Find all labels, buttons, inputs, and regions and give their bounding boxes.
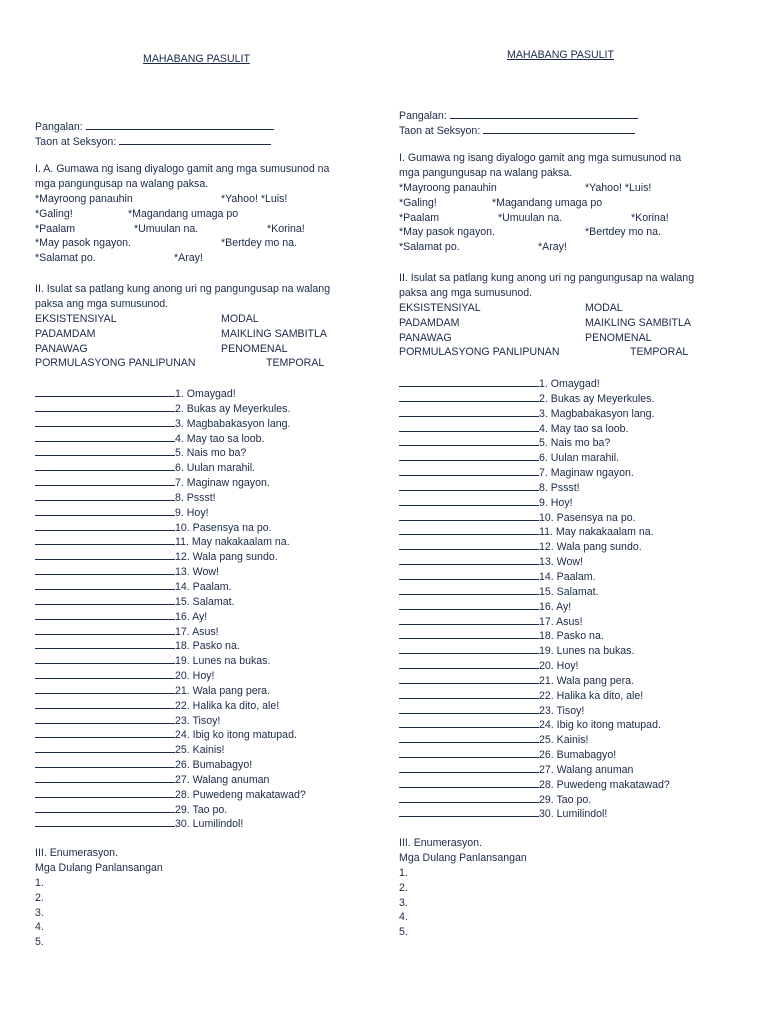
answer-item [35,519,380,534]
section-field[interactable]: Taon at Seksyon: [399,122,744,137]
answer-item [35,459,380,474]
answer-item-text: 22. Halika ka dito, ale! [175,699,280,712]
answer-item [399,627,744,642]
answer-item [35,726,380,741]
answer-item-text: 11. May nakakaalam na. [539,526,654,539]
answer-blank[interactable] [35,682,175,694]
answer-item-text: 25. Kainis! [539,734,589,747]
answer-item [35,548,380,563]
answer-item [399,390,744,405]
answer-item-text: 24. Ibig ko itong matupad. [539,719,661,732]
answer-blank[interactable] [35,608,175,620]
answer-item-text: 8. Pssst! [175,491,216,504]
answer-item [399,568,744,583]
answer-item [35,430,380,445]
part2-instruction: II. Isulat sa patlang kung anong uri ng pangungusap na walang [35,283,331,295]
answer-item [35,741,380,756]
student-fields [35,118,380,148]
part3-heading: III. Enumerasyon. [399,837,483,849]
answer-blank[interactable] [35,623,175,635]
answer-item [399,538,744,553]
answer-item-text: 6. Uulan marahil. [539,452,620,465]
answer-item [35,712,380,727]
answer-blank[interactable] [399,553,539,565]
answer-blank[interactable] [399,687,539,699]
answer-item [35,385,380,400]
part2-instruction: paksa ang mga sumusunod. [35,297,169,310]
enum-number[interactable]: 1. [35,876,44,889]
answer-item [35,415,380,430]
answer-blank[interactable] [399,405,539,417]
answer-item [399,776,744,791]
answer-item-text: 4. May tao sa loob. [539,422,629,435]
answer-item [399,420,744,435]
answer-item-text: 26. Bumabagyo! [539,749,617,762]
enum-number[interactable]: 5. [35,936,44,949]
enum-number[interactable]: 4. [399,911,408,924]
answer-blank[interactable] [35,667,175,679]
answer-blank[interactable] [35,504,175,516]
answer-item-text: 1. Omaygad! [175,388,236,400]
answer-item-text: 10. Pasensya na po. [175,521,272,534]
worksheet-title: MAHABANG PASULIT [507,49,614,61]
answer-item [399,509,744,524]
answer-item-text: 13. Wow! [175,566,219,579]
answer-item-text: 30. Lumilindol! [539,808,608,821]
type-row: PANAWAG PENOMENAL [35,342,288,355]
phrase-row: *Galing! *Magandang umaga po [399,196,603,209]
answer-item [399,731,744,746]
answer-item-text: 11. May nakakaalam na. [175,536,290,549]
answer-item-text: 10. Pasensya na po. [539,511,636,524]
answer-blank[interactable] [399,494,539,506]
answer-blank[interactable] [35,697,175,709]
answer-item-text: 17. Asus! [539,615,583,628]
answer-item-text: 7. Maginaw ngayon. [175,477,270,490]
answer-blank[interactable] [35,474,175,486]
answer-item [399,702,744,717]
answer-item-text: 2. Bukas ay Meyerkules. [175,402,291,415]
answer-item-text: 15. Salamat. [539,585,599,598]
answer-blank[interactable] [399,583,539,595]
phrase-row: *Salamat po. *Aray! [399,241,567,254]
answer-blank[interactable] [35,578,175,590]
answer-item-text: 14. Paalam. [539,570,596,583]
answer-item-text: 9. Hoy! [175,506,209,519]
answer-blank[interactable] [399,716,539,728]
enum-number[interactable]: 5. [399,926,408,939]
answer-blank[interactable] [399,627,539,639]
answer-blank[interactable] [35,430,175,442]
answer-item-text: 19. Lunes na bukas. [175,655,271,668]
answer-blank[interactable] [399,731,539,743]
answer-item [399,405,744,420]
answer-item-text: 27. Walang anuman [539,763,634,776]
answer-blank[interactable] [399,746,539,758]
answer-item-text: 16. Ay! [539,600,572,613]
type-row: PORMULASYONG PANLIPUNAN TEMPORAL [35,357,325,370]
answer-item-text: 4. May tao sa loob. [175,432,265,445]
type-row: PADAMDAM MAIKLING SAMBITLA [399,316,691,329]
answer-item-text: 16. Ay! [175,610,208,623]
answer-item-text: 21. Wala pang pera. [175,684,271,697]
answer-blank[interactable] [399,642,539,654]
answer-item-text: 12. Wala pang sundo. [539,541,642,554]
answer-blank[interactable] [399,672,539,684]
answer-item [399,791,744,806]
phrase-row: *Salamat po. *Aray! [35,252,203,265]
answer-blank[interactable] [35,459,175,471]
answer-item-text: 13. Wow! [539,556,583,569]
answer-blank[interactable] [399,538,539,550]
answer-item-text: 6. Uulan marahil. [175,462,256,475]
answer-item-text: 23. Tisoy! [175,714,221,727]
part1-instruction: mga pangungusap na walang paksa. [399,166,573,179]
answer-item [399,479,744,494]
answer-item-text: 30. Lumilindol! [175,818,244,831]
answer-blank[interactable] [399,464,539,476]
answer-item [399,553,744,568]
part2 [35,282,380,371]
enum-number[interactable]: 4. [35,921,44,934]
answer-item-text: 5. Nais mo ba? [539,437,611,450]
answer-item [35,771,380,786]
answer-blank[interactable] [35,563,175,575]
answer-blank[interactable] [399,702,539,714]
answer-item [35,593,380,608]
answer-item [399,434,744,449]
answer-item [399,449,744,464]
answer-blank[interactable] [35,741,175,753]
answer-item [35,444,380,459]
answer-blank[interactable] [35,726,175,738]
answer-blank[interactable] [399,598,539,610]
answer-item [35,786,380,801]
answer-list [35,385,380,830]
answer-item [35,489,380,504]
part1-instruction: I. Gumawa ng isang diyalogo gamit ang mga sumusunod na [399,152,682,164]
answer-blank[interactable] [35,548,175,560]
answer-item-text: 25. Kainis! [175,744,225,757]
answer-blank[interactable] [399,479,539,491]
part1-instruction: mga pangungusap na walang paksa. [35,177,209,190]
answer-blank[interactable] [399,805,539,817]
answer-blank[interactable] [399,375,539,387]
answer-blank[interactable] [399,657,539,669]
answer-item [35,608,380,623]
part3 [35,846,380,950]
answer-item [399,598,744,613]
part2-instruction: II. Isulat sa patlang kung anong uri ng pangungusap na walang [399,272,695,284]
answer-item-text: 2. Bukas ay Meyerkules. [539,392,655,405]
answer-item [35,578,380,593]
answer-item [35,801,380,816]
name-field[interactable]: Pangalan: [399,107,744,122]
answer-blank[interactable] [399,509,539,521]
answer-item-text: 18. Pasko na. [175,640,240,653]
answer-item-text: 8. Pssst! [539,481,580,494]
answer-item [399,642,744,657]
answer-blank[interactable] [35,801,175,813]
answer-item [399,494,744,509]
answer-item-text: 1. Omaygad! [539,378,600,390]
answer-item-text: 29. Tao po. [539,793,592,806]
phrase-row: *Paalam *Umuulan na. *Korina! [35,222,305,235]
answer-item [35,400,380,415]
answer-blank[interactable] [35,815,175,827]
answer-item [35,563,380,578]
answer-blank[interactable] [35,652,175,664]
part3-subheading: Mga Dulang Panlansangan [35,861,163,874]
answer-item-text: 24. Ibig ko itong matupad. [175,729,297,742]
answer-blank[interactable] [399,568,539,580]
type-row: PADAMDAM MAIKLING SAMBITLA [35,327,327,340]
answer-item [399,805,744,820]
answer-blank[interactable] [399,613,539,625]
answer-blank[interactable] [35,756,175,768]
answer-item-text: 22. Halika ka dito, ale! [539,689,644,702]
type-row: PANAWAG PENOMENAL [399,331,652,344]
part1-instruction: I. A. Gumawa ng isang diyalogo gamit ang mga sumusunod na [35,163,330,175]
name-field[interactable]: Pangalan: [35,118,380,133]
answer-item [35,637,380,652]
answer-item-text: 28. Puwedeng makatawad? [539,778,670,791]
answer-item-text: 28. Puwedeng makatawad? [175,788,306,801]
answer-item [399,523,744,538]
enum-number[interactable]: 2. [35,891,44,904]
answer-blank[interactable] [35,637,175,649]
enum-number[interactable]: 2. [399,881,408,894]
answer-item-text: 27. Walang anuman [175,773,270,786]
part3 [399,836,744,940]
answer-item [35,474,380,489]
part1 [35,162,380,266]
answer-item [399,613,744,628]
answer-item-text: 19. Lunes na bukas. [539,645,635,658]
student-fields [399,107,744,137]
answer-item-text: 14. Paalam. [175,580,232,593]
answer-item [399,583,744,598]
answer-item [35,652,380,667]
answer-item-text: 15. Salamat. [175,595,235,608]
phrase-row: *May pasok ngayon. *Bertdey mo na. [35,237,297,250]
answer-blank[interactable] [399,434,539,446]
answer-item [399,687,744,702]
answer-blank[interactable] [399,523,539,535]
answer-item [35,697,380,712]
answer-blank[interactable] [399,390,539,402]
type-row: EKSISTENSIYAL MODAL [35,312,259,325]
answer-blank[interactable] [35,712,175,724]
enum-number[interactable]: 1. [399,866,408,879]
enum-number[interactable]: 3. [399,896,408,909]
answer-blank[interactable] [35,489,175,501]
part3-subheading: Mga Dulang Panlansangan [399,851,527,864]
answer-item [399,464,744,479]
answer-item [35,504,380,519]
answer-item [399,657,744,672]
answer-item [35,756,380,771]
answer-blank[interactable] [35,786,175,798]
answer-item-text: 3. Magbabakasyon lang. [175,417,291,430]
answer-item [35,533,380,548]
answer-item [35,623,380,638]
answer-item [35,667,380,682]
section-field[interactable]: Taon at Seksyon: [35,133,380,148]
type-row: EKSISTENSIYAL MODAL [399,301,623,314]
answer-item-text: 7. Maginaw ngayon. [539,467,634,480]
answer-item [399,375,744,390]
answer-blank[interactable] [399,449,539,461]
part2-instruction: paksa ang mga sumusunod. [399,286,533,299]
answer-blank[interactable] [35,593,175,605]
phrase-row: *Paalam *Umuulan na. *Korina! [399,211,669,224]
answer-item [35,682,380,697]
answer-blank[interactable] [35,400,175,412]
phrase-row: *Mayroong panauhin *Yahoo! *Luis! [35,192,288,205]
answer-item-text: 9. Hoy! [539,496,573,509]
enum-number[interactable]: 3. [35,906,44,919]
part1 [399,151,744,255]
type-row: PORMULASYONG PANLIPUNAN TEMPORAL [399,346,689,359]
answer-item [399,716,744,731]
answer-blank[interactable] [35,771,175,783]
part2 [399,271,744,360]
answer-blank[interactable] [35,533,175,545]
answer-item-text: 20. Hoy! [175,670,215,683]
answer-item [399,746,744,761]
answer-item-text: 21. Wala pang pera. [539,674,635,687]
part3-heading: III. Enumerasyon. [35,847,119,859]
answer-item-text: 5. Nais mo ba? [175,447,247,460]
answer-blank[interactable] [399,791,539,803]
worksheet-title: MAHABANG PASULIT [143,53,250,65]
answer-item-text: 20. Hoy! [539,660,579,673]
phrase-row: *May pasok ngayon. *Bertdey mo na. [399,226,661,239]
phrase-row: *Galing! *Magandang umaga po [35,207,239,220]
answer-item-text: 29. Tao po. [175,803,228,816]
answer-item [35,815,380,830]
answer-item [399,761,744,776]
answer-blank[interactable] [35,519,175,531]
answer-blank[interactable] [35,385,175,397]
answer-blank[interactable] [35,444,175,456]
answer-item-text: 17. Asus! [175,625,219,638]
answer-blank[interactable] [399,420,539,432]
answer-item-text: 12. Wala pang sundo. [175,551,278,564]
answer-item-text: 26. Bumabagyo! [175,759,253,772]
answer-item-text: 18. Pasko na. [539,630,604,643]
answer-list [399,375,744,820]
answer-item-text: 3. Magbabakasyon lang. [539,407,655,420]
phrase-row: *Mayroong panauhin *Yahoo! *Luis! [399,181,652,194]
answer-blank[interactable] [399,776,539,788]
answer-blank[interactable] [35,415,175,427]
answer-item-text: 23. Tisoy! [539,704,585,717]
answer-blank[interactable] [399,761,539,773]
answer-item [399,672,744,687]
